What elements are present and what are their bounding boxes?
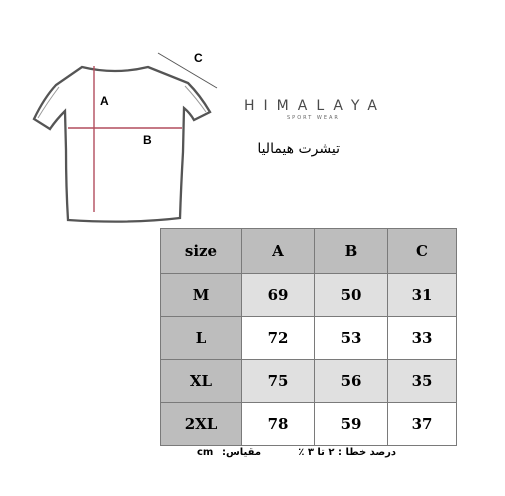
cell-a: 69 xyxy=(242,274,315,317)
cell-a: 72 xyxy=(242,317,315,360)
product-name: تیشرت هیمالیا xyxy=(257,141,340,157)
label-b: B xyxy=(143,133,152,147)
cell-b: 59 xyxy=(315,403,388,446)
cell-a: 75 xyxy=(242,360,315,403)
table-row xyxy=(161,274,457,317)
cell-c: 31 xyxy=(388,274,457,317)
cell-b: 50 xyxy=(315,274,388,317)
header-b: B xyxy=(315,229,388,274)
brand-tagline: SPORT WEAR xyxy=(287,115,340,121)
brand-logo xyxy=(244,98,414,128)
table-row xyxy=(161,360,457,403)
scale-label: مقیاس: xyxy=(222,447,262,458)
table-row xyxy=(161,403,457,446)
size-cell: XL xyxy=(161,360,242,403)
tshirt-measurement-diagram xyxy=(20,40,230,240)
cell-c: 33 xyxy=(388,317,457,360)
size-cell: L xyxy=(161,317,242,360)
header-a: A xyxy=(242,229,315,274)
size-cell: M xyxy=(161,274,242,317)
cell-b: 53 xyxy=(315,317,388,360)
table-header-row xyxy=(161,229,457,274)
header-size: size xyxy=(161,229,242,274)
scale-unit: cm xyxy=(197,447,214,458)
cell-b: 56 xyxy=(315,360,388,403)
tshirt-outline xyxy=(34,67,210,222)
brand-name: HIMALAYA xyxy=(244,98,386,114)
label-a: A xyxy=(100,94,109,108)
error-margin-note: درصد خطا : ۲ تا ۳ ٪ xyxy=(298,447,396,458)
label-c: C xyxy=(194,51,203,65)
header-c: C xyxy=(388,229,457,274)
cell-a: 78 xyxy=(242,403,315,446)
size-cell: 2XL xyxy=(161,403,242,446)
size-chart-table xyxy=(160,228,457,446)
cell-c: 35 xyxy=(388,360,457,403)
cell-c: 37 xyxy=(388,403,457,446)
table-row xyxy=(161,317,457,360)
